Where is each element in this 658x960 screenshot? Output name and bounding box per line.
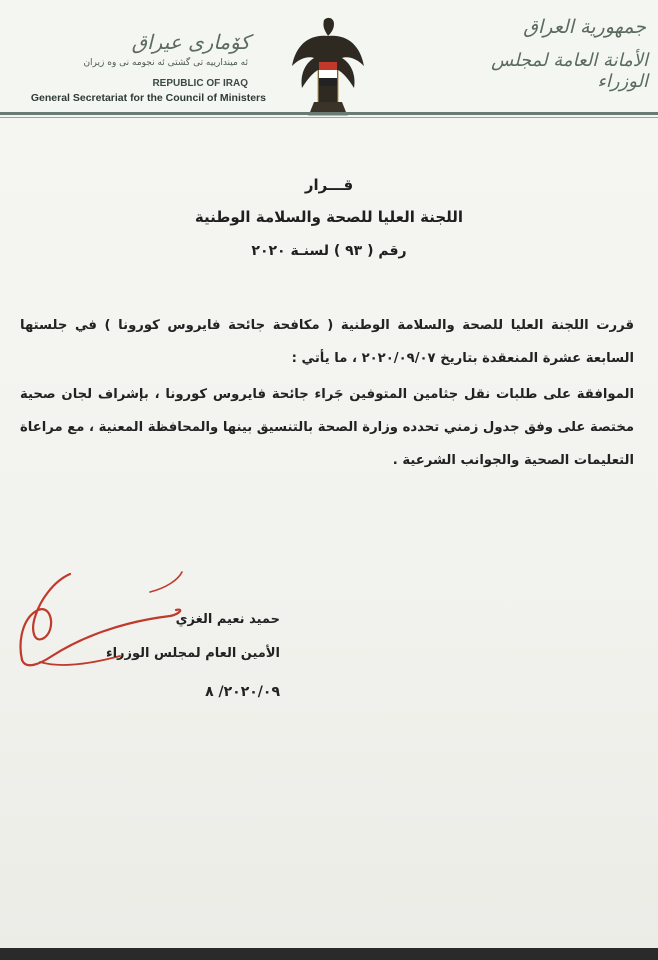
- body-paragraph-intro: قررت اللجنة العليا للصحة والسلامة الوطنية ( مكافحة جائحة فايروس كورونا ) في جلستها السابعة عشرة المنعقدة بتاريخ ٢٠٢٠/٠٩/٠٧ ، ما يأتي :: [20, 318, 634, 366]
- letterhead-kurdish-title: کۆماری عیراق: [131, 30, 250, 54]
- iraq-eagle-emblem-icon: [288, 14, 368, 118]
- decision-number: رقم ( ٩٣ ) لسنـة ٢٠٢٠: [251, 243, 407, 259]
- letterhead-english-republic: REPUBLIC OF IRAQ: [152, 78, 248, 89]
- letterhead: [0, 0, 658, 120]
- letterhead-divider: [0, 112, 658, 115]
- letterhead-arabic-republic: جمهورية العراق: [523, 16, 646, 38]
- body-paragraph-decision: الموافقة على طلبات نقل جثامين المتوفين جَراء جائحة فايروس كورونا ، بإشراف لجان صحية مختصة على وفق جدول زمني تحدده وزارة الصحة بالتنسيق بينها والمحافظة المعنية ، مع مراعاة التعليمات الصحية والجوانب الشرعية .: [20, 387, 634, 468]
- letterhead-kurdish-subtitle: ئه میندارییه تی گشتی ئه نجومه نی وه زیران: [83, 58, 248, 68]
- signatory-title: الأمين العام لمجلس الوزراء: [105, 646, 280, 661]
- committee-heading: اللجنة العليا للصحة والسلامة الوطنية: [194, 208, 464, 226]
- letterhead-divider-thin: [0, 117, 658, 118]
- signature-date: ٢٠٢٠/٠٩/ ٨: [205, 684, 280, 700]
- letterhead-english-secretariat: General Secretariat for the Council of Ministers: [30, 92, 266, 104]
- signatory-name: حميد نعيم الغزي: [175, 612, 280, 627]
- decision-heading: قـــرار: [304, 176, 354, 194]
- letterhead-arabic-secretariat: الأمانة العامة لمجلس الوزراء: [491, 50, 648, 92]
